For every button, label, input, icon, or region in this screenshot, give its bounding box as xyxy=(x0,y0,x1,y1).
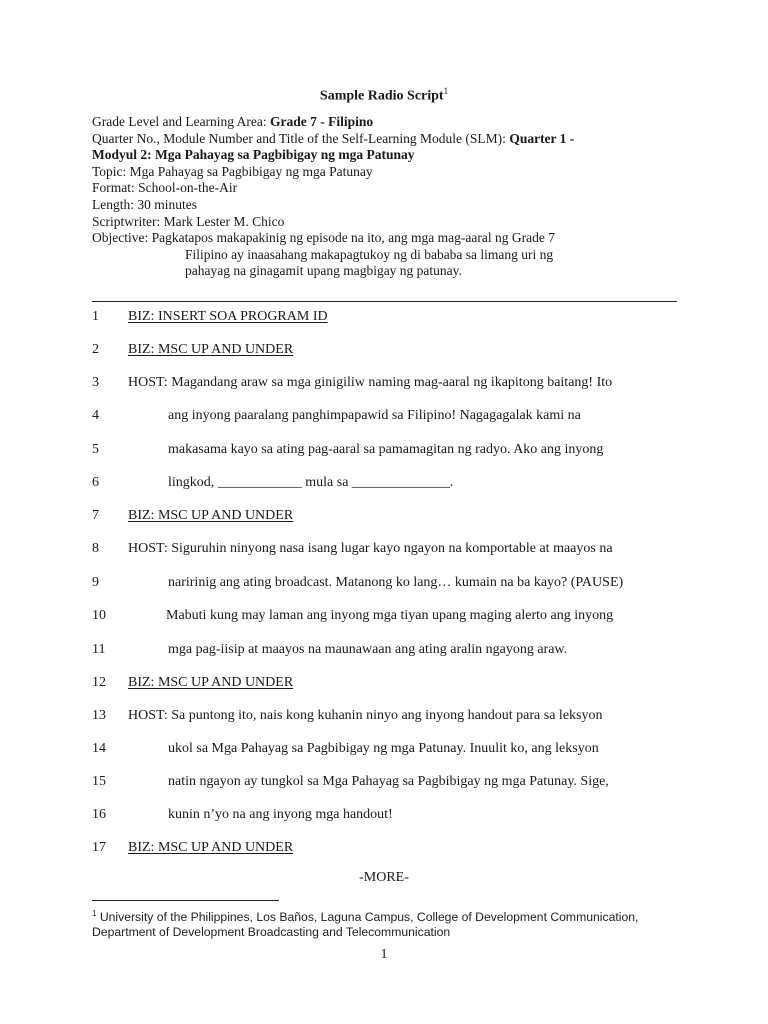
footnote-line xyxy=(92,906,692,925)
line-text: naririnig ang ating broadcast. Matanong ko lang… kumain na ba kayo? (PAUSE) xyxy=(168,575,624,590)
line-text: ukol sa Mga Pahayag sa Pagbibigay ng mga Patunay. Inuulit ko, ang leksyon xyxy=(168,741,599,756)
grade-level-row xyxy=(92,114,692,131)
line-text: HOST: Siguruhin ninyong nasa isang lugar kayo ngayon na komportable at maayos na xyxy=(128,541,613,556)
line-text: BIZ: MSC UP AND UNDER xyxy=(128,508,294,523)
line-number: 10 xyxy=(92,608,106,623)
footnote-divider xyxy=(92,900,279,901)
line-text: BIZ: MSC UP AND UNDER xyxy=(128,342,294,357)
line-number: 14 xyxy=(92,741,106,756)
line-text: kunin n’yo na ang inyong mga handout! xyxy=(168,807,393,822)
grade-level-label: Grade Level and Learning Area: xyxy=(92,114,271,129)
script-line xyxy=(92,508,692,528)
line-text: mga pag-iisip at maayos na maunawaan ang ating aralin ngayong araw. xyxy=(168,642,568,657)
document-title xyxy=(0,86,768,105)
footnote-line: Department of Development Broadcasting and Telecommunication xyxy=(92,925,451,940)
objective-row: Objective: Pagkatapos makapakinig ng episode na ito, ang mga mag-aaral ng Grade 7 xyxy=(92,230,555,246)
line-number: 6 xyxy=(92,475,99,490)
line-text: BIZ: MSC UP AND UNDER xyxy=(128,675,294,690)
quarter-row xyxy=(92,131,692,148)
line-text: makasama kayo sa ating pag-aaral sa pamamagitan ng radyo. Ako ang inyong xyxy=(168,442,604,457)
line-text: ang inyong paaralang panghimpapawid sa Filipino! Nagagagalak kami na xyxy=(168,408,581,423)
script-line xyxy=(92,541,692,561)
page-number: 1 xyxy=(380,947,388,962)
script-line xyxy=(92,741,692,761)
line-text: BIZ: INSERT SOA PROGRAM ID xyxy=(128,309,328,324)
line-number: 5 xyxy=(92,442,99,457)
line-number: 13 xyxy=(92,708,106,723)
line-text: BIZ: MSC UP AND UNDER xyxy=(128,840,294,855)
script-line xyxy=(92,708,692,728)
script-line xyxy=(92,807,692,827)
script-line xyxy=(92,675,692,695)
script-line xyxy=(92,774,692,794)
module-title: Modyul 2: Mga Pahayag sa Pagbibigay ng mga Patunay xyxy=(92,147,415,163)
script-line xyxy=(92,309,692,329)
footnote xyxy=(92,906,692,940)
quarter-value: Quarter 1 - xyxy=(509,130,575,146)
script-line xyxy=(92,642,692,662)
line-number: 15 xyxy=(92,774,106,789)
line-number: 12 xyxy=(92,675,106,690)
script-line xyxy=(92,608,692,628)
quarter-label: Quarter No., Module Number and Title of the Self-Learning Module (SLM): xyxy=(92,130,510,146)
script-line xyxy=(92,408,692,428)
format-row: Format: School-on-the-Air xyxy=(92,180,238,196)
script-line xyxy=(92,375,692,395)
script-line xyxy=(92,575,692,595)
header-divider xyxy=(92,301,677,302)
title-text: Sample Radio Script xyxy=(319,88,444,104)
script-line xyxy=(92,475,692,495)
line-number: 3 xyxy=(92,375,99,390)
line-number: 2 xyxy=(92,342,99,357)
length-row: Length: 30 minutes xyxy=(92,196,197,212)
line-text: Mabuti kung may laman ang inyong mga tiyan upang maging alerto ang inyong xyxy=(166,608,614,623)
grade-level-value: Grade 7 - Filipino xyxy=(270,114,374,129)
line-number: 8 xyxy=(92,541,99,556)
line-number: 1 xyxy=(92,309,99,324)
script-line xyxy=(92,342,692,362)
line-text: HOST: Magandang araw sa mga ginigiliw naming mag-aaral ng ikapitong baitang! Ito xyxy=(128,375,613,390)
line-number: 16 xyxy=(92,807,106,822)
scriptwriter-row: Scriptwriter: Mark Lester M. Chico xyxy=(92,213,285,229)
line-number: 17 xyxy=(92,840,106,855)
line-text: HOST: Sa puntong ito, nais kong kuhanin ninyo ang inyong handout para sa leksyon xyxy=(128,708,603,723)
script-line xyxy=(92,442,692,462)
line-number: 9 xyxy=(92,575,99,590)
line-number: 7 xyxy=(92,508,99,523)
objective-continuation: pahayag na ginagamit upang magbigay ng patunay. xyxy=(185,263,462,279)
more-marker: -MORE- xyxy=(359,870,409,885)
topic-row: Topic: Mga Pahayag sa Pagbibigay ng mga Patunay xyxy=(92,163,373,179)
module-title-row xyxy=(92,147,692,164)
line-number: 11 xyxy=(92,642,106,657)
script-line xyxy=(92,840,692,860)
line-number: 4 xyxy=(92,408,99,423)
footnote-text: University of the Philippines, Los Baños, Laguna Campus, College of Development Communication, xyxy=(96,910,639,925)
script-metadata xyxy=(92,114,692,280)
line-text: lingkod, ____________ mula sa ______________. xyxy=(168,475,454,490)
line-text: natin ngayon ay tungkol sa Mga Pahayag sa Pagbibigay ng mga Patunay. Sige, xyxy=(168,774,609,789)
title-footnote-marker: 1 xyxy=(443,86,449,96)
objective-continuation: Filipino ay inaasahang makapagtukoy ng di bababa sa limang uri ng xyxy=(185,246,554,262)
footnote-marker: 1 xyxy=(92,909,97,918)
